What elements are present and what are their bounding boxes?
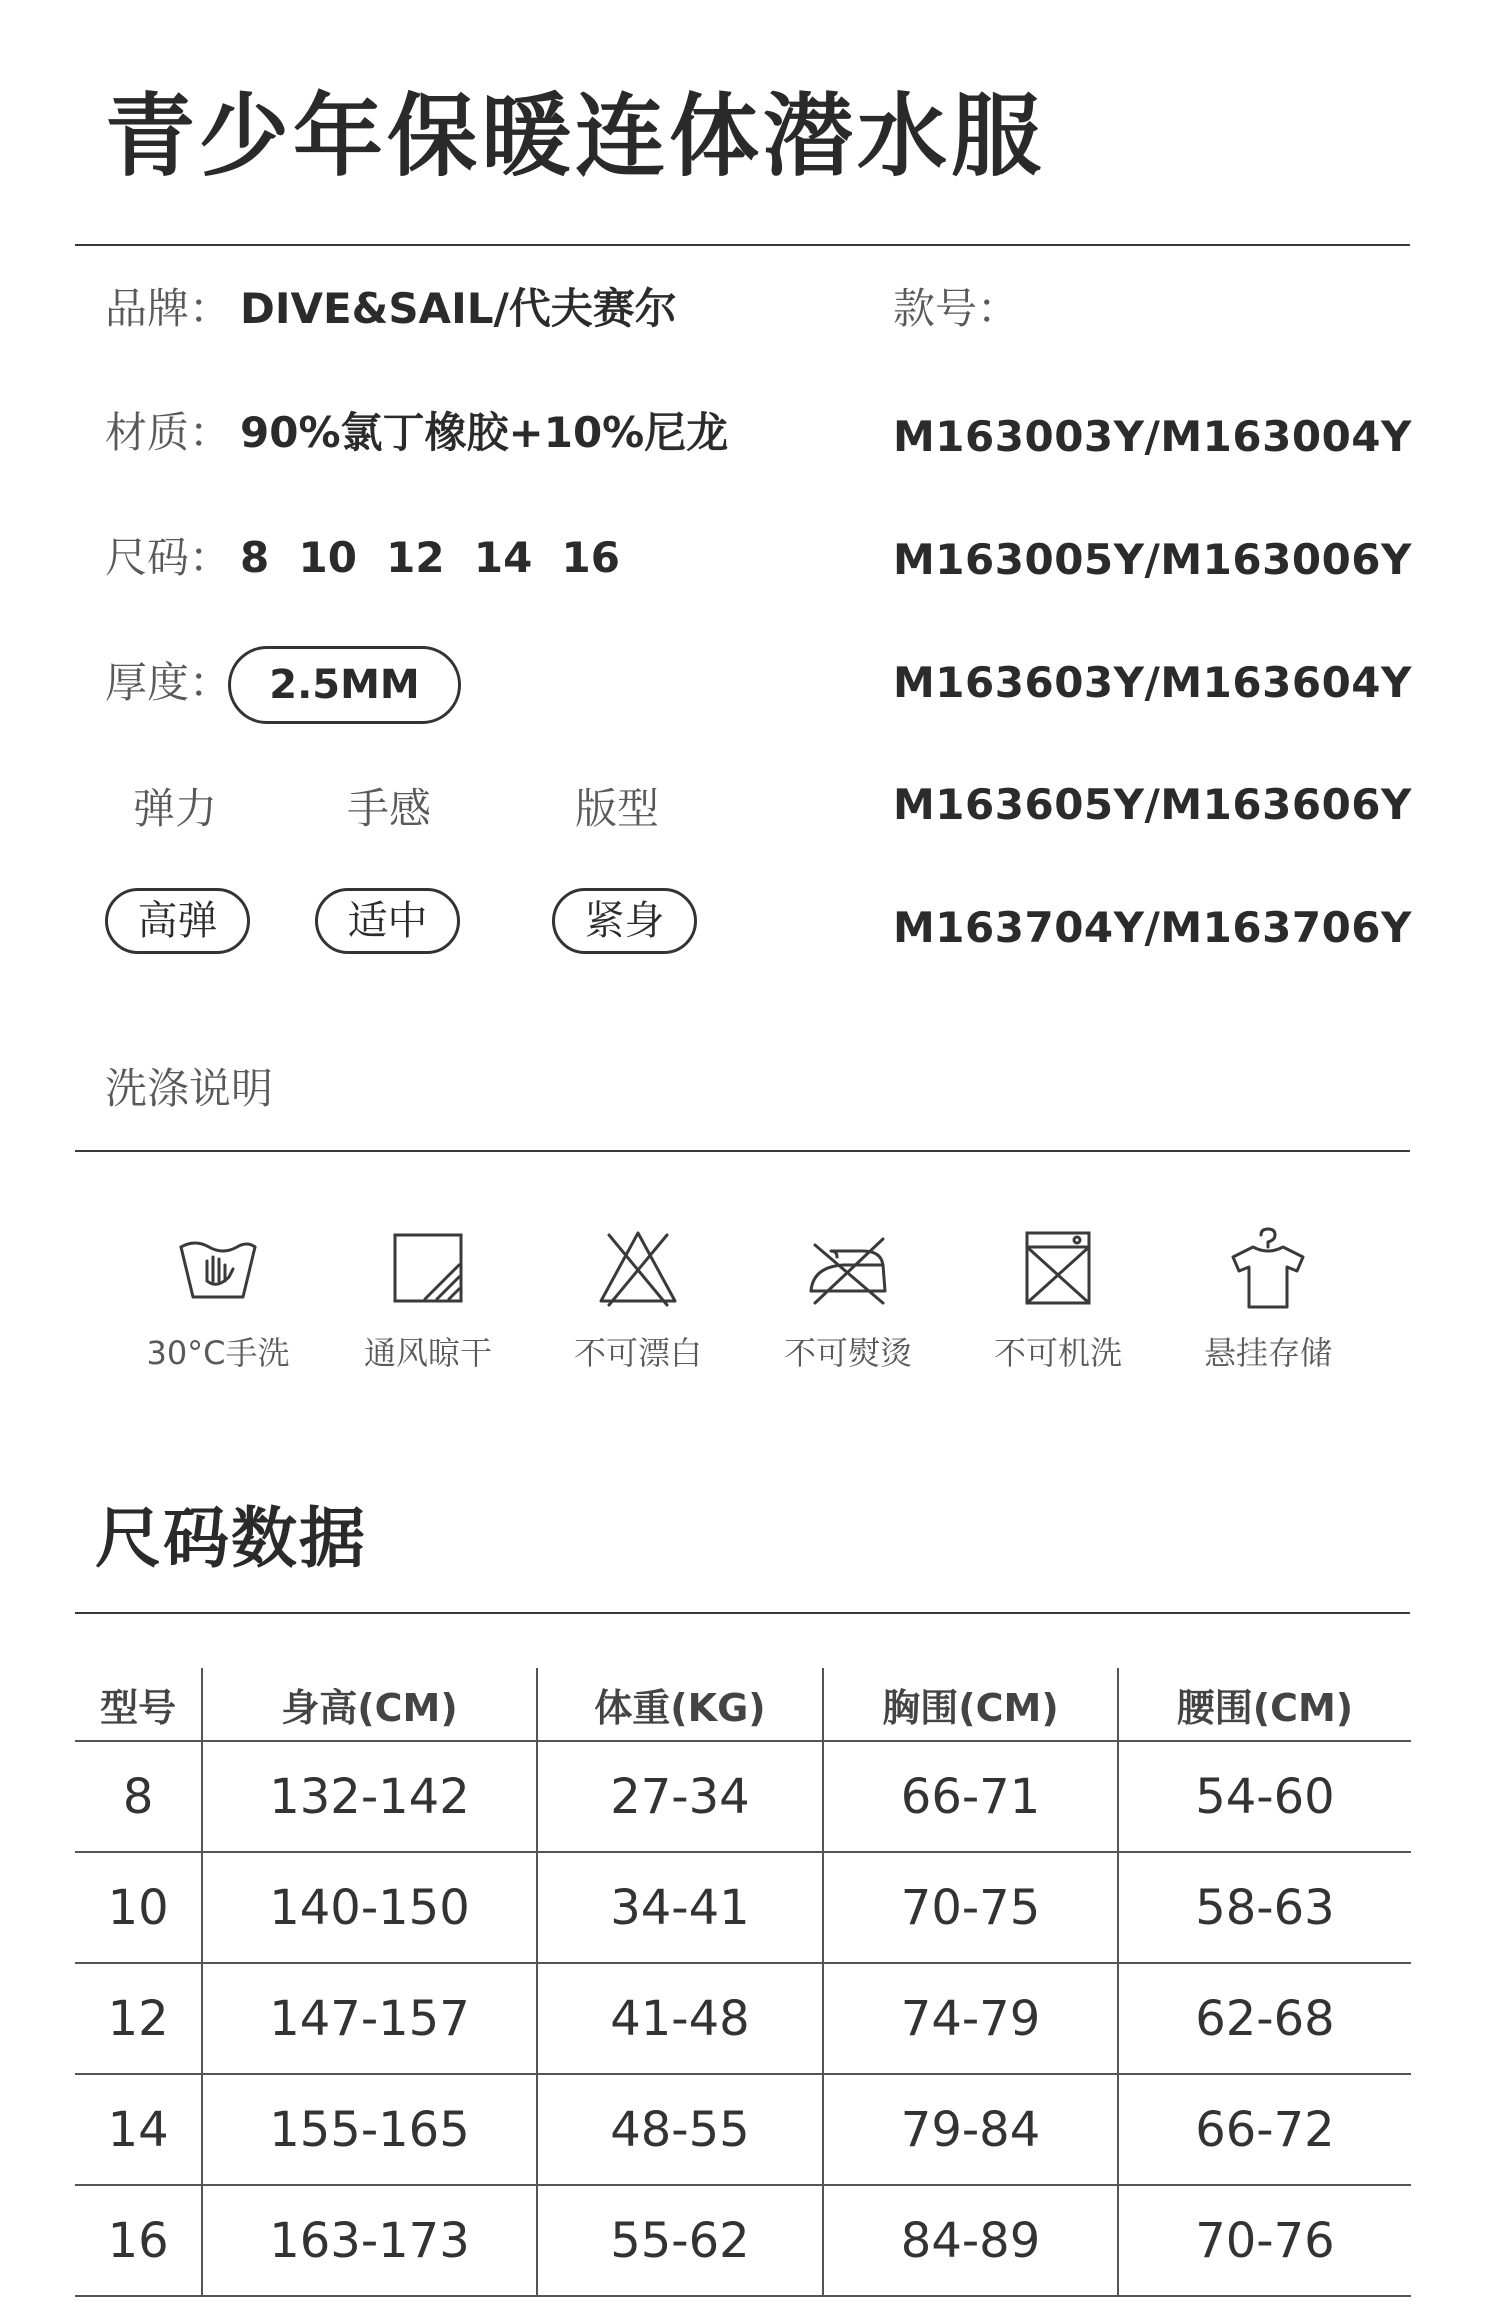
- cell-weight: 41-48: [537, 1963, 823, 2074]
- care-caption: 不可机洗: [993, 1334, 1122, 1372]
- cell-weight: 34-41: [537, 1852, 823, 1963]
- material-label: 材质：: [105, 408, 232, 457]
- cell-model: 16: [75, 2185, 202, 2296]
- title-divider: [75, 244, 1410, 246]
- cell-height: 163-173: [202, 2185, 537, 2296]
- cell-height: 147-157: [202, 1963, 537, 2074]
- table-row: [75, 2074, 1411, 2185]
- cell-waist: 54-60: [1118, 1741, 1411, 1852]
- cell-weight: 27-34: [537, 1741, 823, 1852]
- column-header-chest: 胸围(CM): [823, 1668, 1118, 1741]
- cell-chest: 84-89: [823, 2185, 1118, 2296]
- column-header-weight: 体重(KG): [537, 1668, 823, 1741]
- model-code: M163603Y/M163604Y: [893, 658, 1412, 707]
- cell-height: 140-150: [202, 1852, 537, 1963]
- care-item-no-machine-wash: [958, 1225, 1158, 1372]
- cell-weight: 48-55: [537, 2074, 823, 2185]
- fit-badge: 紧身: [552, 888, 697, 954]
- do-not-machine-wash-icon: [1013, 1225, 1103, 1315]
- thickness-label: 厚度：: [105, 658, 232, 707]
- model-code: M163003Y/M163004Y: [893, 412, 1412, 461]
- care-title: 洗涤说明: [105, 1064, 274, 1113]
- care-caption: 不可漂白: [573, 1334, 702, 1372]
- do-not-bleach-icon: [593, 1225, 683, 1315]
- cell-height: 155-165: [202, 2074, 537, 2185]
- cell-model: 14: [75, 2074, 202, 2185]
- table-row: [75, 2185, 1411, 2296]
- handfeel-badge: 适中: [315, 888, 460, 954]
- table-row: [75, 1852, 1411, 1963]
- size-label: 尺码：: [105, 533, 232, 582]
- table-row: [75, 1963, 1411, 2074]
- care-item-no-bleach: [538, 1225, 738, 1372]
- care-item-hand-wash: [118, 1225, 318, 1372]
- model-code: M163704Y/M163706Y: [893, 903, 1412, 952]
- table-row: [75, 1741, 1411, 1852]
- size-chart-divider: [75, 1612, 1410, 1614]
- hand-wash-30-icon: [173, 1225, 263, 1315]
- size-chart-title: 尺码数据: [95, 1500, 367, 1577]
- dry-in-shade-icon: [383, 1225, 473, 1315]
- fit-label: 版型: [575, 784, 660, 833]
- cell-waist: 70-76: [1118, 2185, 1411, 2296]
- column-header-waist: 腰围(CM): [1118, 1668, 1411, 1741]
- size-value: 8 10 12 14 16: [240, 533, 620, 582]
- model-code: M163005Y/M163006Y: [893, 535, 1412, 584]
- cell-waist: 58-63: [1118, 1852, 1411, 1963]
- care-caption: 通风晾干: [363, 1334, 492, 1372]
- cell-model: 12: [75, 1963, 202, 2074]
- elasticity-badge: 高弹: [105, 888, 250, 954]
- model-code: M163605Y/M163606Y: [893, 780, 1412, 829]
- cell-chest: 74-79: [823, 1963, 1118, 2074]
- column-header-height: 身高(CM): [202, 1668, 537, 1741]
- cell-chest: 79-84: [823, 2074, 1118, 2185]
- cell-model: 10: [75, 1852, 202, 1963]
- hang-store-icon: [1223, 1225, 1313, 1315]
- model-label: 款号：: [893, 284, 1020, 333]
- table-header-row: [75, 1668, 1411, 1741]
- brand-value: DIVE&SAIL/代夫赛尔: [240, 284, 677, 333]
- cell-waist: 66-72: [1118, 2074, 1411, 2185]
- cell-weight: 55-62: [537, 2185, 823, 2296]
- do-not-iron-icon: [803, 1225, 893, 1315]
- care-caption: 30°C手洗: [146, 1334, 290, 1372]
- page-title: 青少年保暖连体潜水服: [105, 84, 1045, 189]
- cell-height: 132-142: [202, 1741, 537, 1852]
- thickness-badge: 2.5MM: [228, 646, 461, 724]
- handfeel-label: 手感: [347, 784, 432, 833]
- cell-chest: 66-71: [823, 1741, 1118, 1852]
- care-item-dry-shade: [328, 1225, 528, 1372]
- care-caption: 悬挂存储: [1203, 1334, 1332, 1372]
- cell-chest: 70-75: [823, 1852, 1118, 1963]
- material-value: 90%氯丁橡胶+10%尼龙: [240, 408, 729, 457]
- care-divider: [75, 1150, 1410, 1152]
- elasticity-label: 弹力: [133, 784, 218, 833]
- cell-waist: 62-68: [1118, 1963, 1411, 2074]
- care-item-hang-store: [1168, 1225, 1368, 1372]
- care-caption: 不可熨烫: [783, 1334, 912, 1372]
- brand-label: 品牌：: [105, 284, 232, 333]
- size-table: [75, 1668, 1411, 2297]
- cell-model: 8: [75, 1741, 202, 1852]
- column-header-model: 型号: [75, 1668, 202, 1741]
- care-item-no-iron: [748, 1225, 948, 1372]
